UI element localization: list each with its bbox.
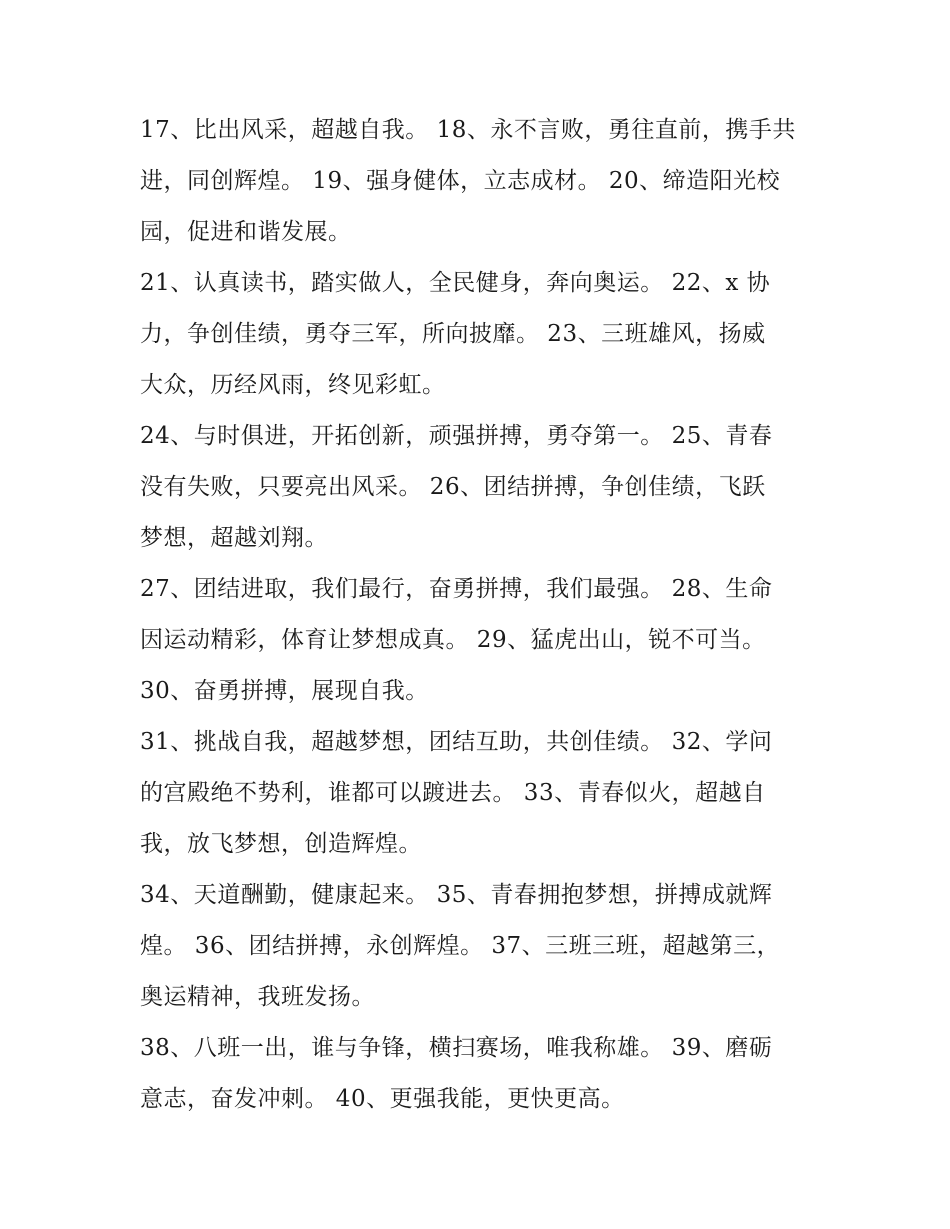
text-line: 意志，奋发冲刺。 40、更强我能，更快更高。	[140, 1086, 625, 1112]
text-line: 24、与时俱进，开拓创新，顽强拼搏，勇夺第一。 25、青春	[140, 423, 773, 449]
text-line: 进，同创辉煌。 19、强身健体，立志成材。 20、缔造阳光校	[140, 168, 781, 194]
text-line: 17、比出风采，超越自我。 18、永不言败，勇往直前，携手共	[140, 117, 796, 143]
text-line: 34、天道酬勤，健康起来。 35、青春拥抱梦想，拼搏成就辉	[140, 882, 773, 908]
text-line: 因运动精彩，体育让梦想成真。 29、猛虎出山，锐不可当。	[140, 627, 766, 653]
text-line: 没有失败，只要亮出风采。 26、团结拼搏，争创佳绩，飞跃	[140, 474, 766, 500]
text-line: 煌。 36、团结拼搏，永创辉煌。 37、三班三班，超越第三，	[140, 933, 781, 959]
text-line: 园，促进和谐发展。	[140, 219, 352, 245]
text-line: 奥运精神，我班发扬。	[140, 984, 375, 1010]
slogan-text-block	[140, 105, 820, 1125]
text-line: 31、挑战自我，超越梦想，团结互助，共创佳绩。 32、学问	[140, 729, 773, 755]
text-line: 我，放飞梦想，创造辉煌。	[140, 831, 422, 857]
text-line: 的宫殿绝不势利，谁都可以踱进去。 33、青春似火，超越自	[140, 780, 766, 806]
text-line: 27、团结进取，我们最行，奋勇拼搏，我们最强。 28、生命	[140, 576, 773, 602]
text-line: 38、八班一出，谁与争锋，横扫赛场，唯我称雄。 39、磨砺	[140, 1035, 773, 1061]
text-line: 30、奋勇拼搏，展现自我。	[140, 678, 429, 704]
text-line: 梦想，超越刘翔。	[140, 525, 328, 551]
text-line: 力，争创佳绩，勇夺三军，所向披靡。 23、三班雄风，扬威	[140, 321, 766, 347]
text-line: 21、认真读书，踏实做人，全民健身，奔向奥运。 22、x 协	[140, 270, 771, 296]
text-line: 大众，历经风雨，终见彩虹。	[140, 372, 446, 398]
